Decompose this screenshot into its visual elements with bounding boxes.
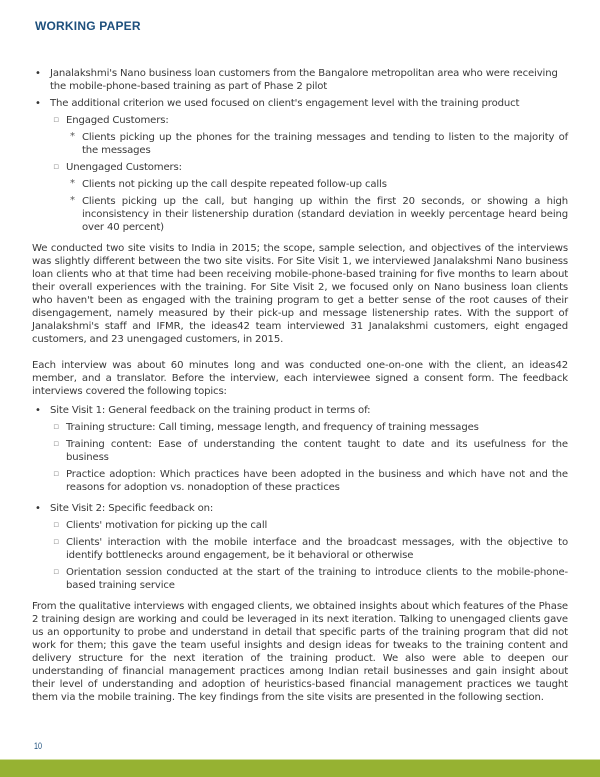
asterisk-bullet-icon: * bbox=[70, 178, 75, 189]
list-item bbox=[32, 566, 568, 592]
list-item bbox=[32, 502, 568, 515]
list-item bbox=[32, 438, 568, 464]
topics-list bbox=[32, 404, 568, 592]
list-item bbox=[32, 536, 568, 562]
paragraph-interviews: Each interview was about 60 minutes long and was conducted one-on-one with the client, an ideas42 member, and a translator. Before the interview, each interviewee signed a consent form. The feedback interviews covered the following topics: bbox=[32, 360, 568, 397]
list-item-text: Janalakshmi's Nano business loan customers from the Bangalore metropolitan area who were receiving the mobile-phone-based training as part of Phase 2 pilot bbox=[50, 68, 558, 92]
list-item bbox=[32, 114, 568, 127]
list-item bbox=[32, 161, 568, 174]
list-item-text: Site Visit 2: Specific feedback on: bbox=[50, 503, 214, 514]
list-item-text: Orientation session conducted at the start of the training to introduce clients to the mobile-phone-based training service bbox=[66, 567, 568, 591]
bullet-icon: • bbox=[35, 405, 41, 416]
bullet-icon: • bbox=[35, 98, 41, 109]
bullet-icon: • bbox=[35, 503, 41, 514]
list-item-text: Clients picking up the call, but hanging up within the first 20 seconds, or showing a high inconsistency in their listenership duration (standard deviation in weekly percentage heard being over 40 percent) bbox=[82, 196, 568, 233]
list-item-text: The additional criterion we used focused on client's engagement level with the training product bbox=[50, 98, 520, 109]
list-item bbox=[32, 519, 568, 532]
list-item-text: Unengaged Customers: bbox=[66, 162, 182, 173]
list-item-text: Training structure: Call timing, message length, and frequency of training messages bbox=[66, 422, 479, 433]
page-content bbox=[32, 67, 568, 704]
list-item-text: Clients not picking up the call despite repeated follow-up calls bbox=[82, 179, 387, 190]
working-paper-header: WORKING PAPER bbox=[35, 19, 141, 33]
list-item-text: Clients picking up the phones for the training messages and tending to listen to the majority of the messages bbox=[82, 132, 568, 156]
list-item bbox=[32, 404, 568, 417]
list-item bbox=[32, 131, 568, 157]
list-item bbox=[32, 195, 568, 234]
list-item bbox=[32, 468, 568, 494]
sub-bullet-icon: ▫ bbox=[53, 422, 59, 432]
sub-bullet-icon: ▫ bbox=[53, 567, 59, 577]
page-number: 10 bbox=[34, 741, 43, 751]
paragraph-findings: From the qualitative interviews with engaged clients, we obtained insights about which features of the Phase 2 training design are working and could be leveraged in its next iteration. Talking to unengaged clients gave us an opportunity to probe and understand in detail that specific parts of the training program that did not work for them; this gave the team useful insights and design ideas for tweaks to the training content and delivery structure for the next iteration of the training product. We also were able to deepen our understanding of financial management practices among Indian retail businesses and gain insight about their level of understanding and adoption of heuristics-based financial management practices we taught them via the mobile training. The key findings from the site visits are presented in the following section. bbox=[32, 601, 568, 703]
sub-bullet-icon: ▫ bbox=[53, 520, 59, 530]
list-item-text: Training content: Ease of understanding the content taught to date and its usefulness for the business bbox=[66, 439, 568, 463]
list-item-text: Site Visit 1: General feedback on the training product in terms of: bbox=[50, 405, 371, 416]
list-item-text: Practice adoption: Which practices have been adopted in the business and which have not and the reasons for adoption vs. nonadoption of these practices bbox=[66, 469, 568, 493]
sub-bullet-icon: ▫ bbox=[53, 439, 59, 449]
sub-bullet-icon: ▫ bbox=[53, 537, 59, 547]
list-item-text: Engaged Customers: bbox=[66, 115, 169, 126]
list-item bbox=[32, 421, 568, 434]
asterisk-bullet-icon: * bbox=[70, 131, 75, 142]
criteria-list bbox=[32, 67, 568, 234]
list-item bbox=[32, 178, 568, 191]
footer-bar bbox=[0, 759, 600, 777]
list-item bbox=[32, 97, 568, 110]
sub-bullet-icon: ▫ bbox=[53, 115, 59, 125]
list-item bbox=[32, 67, 568, 93]
asterisk-bullet-icon: * bbox=[70, 195, 75, 206]
paragraph-site-visits: We conducted two site visits to India in 2015; the scope, sample selection, and objectives of the interviews was slightly different between the two site visits. For Site Visit 1, we interviewed Janalakshmi Nano business loan clients who at that time had been receiving mobile-phone-based training for five months to learn about their overall experiences with the training. For Site Visit 2, we focused only on Nano business loan clients who haven't been as engaged with the training program to get a better sense of the root causes of their disengagement, namely measured by their pick-up and message listenership rates. With the support of Janalakshmi's staff and IFMR, the ideas42 team interviewed 31 Janalakshmi customers, eight engaged customers, and 23 unengaged customers, in 2015. bbox=[32, 243, 568, 345]
list-item-text: Clients' motivation for picking up the call bbox=[66, 520, 268, 531]
list-item-text: Clients' interaction with the mobile interface and the broadcast messages, with the objective to identify bottlenecks around engagement, be it behavioral or otherwise bbox=[66, 537, 568, 561]
sub-bullet-icon: ▫ bbox=[53, 469, 59, 479]
sub-bullet-icon: ▫ bbox=[53, 162, 59, 172]
bullet-icon: • bbox=[35, 68, 41, 79]
